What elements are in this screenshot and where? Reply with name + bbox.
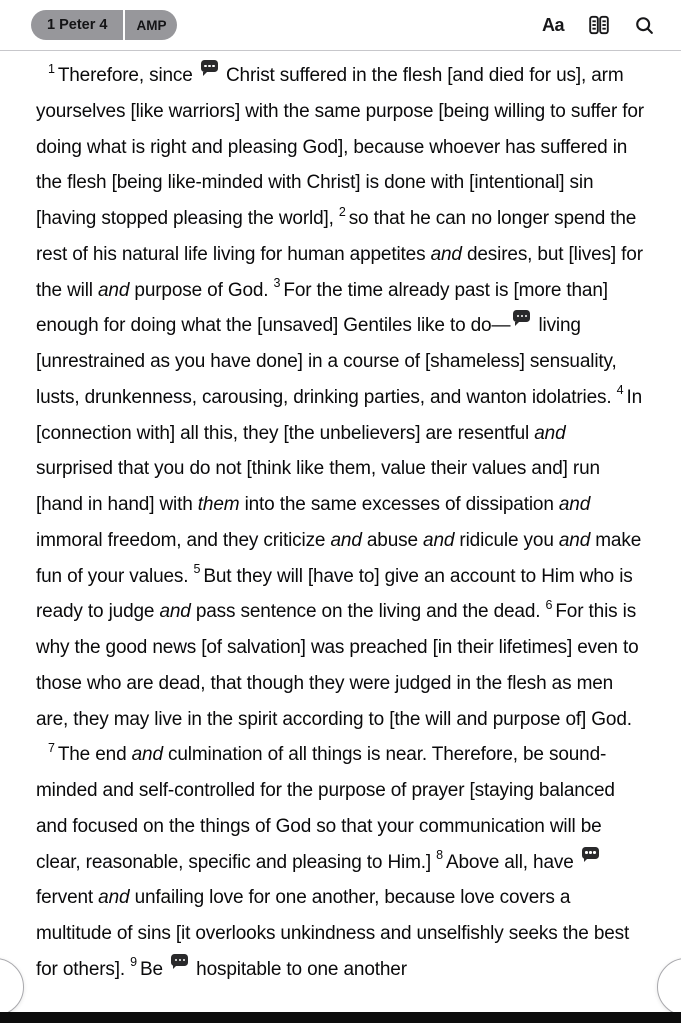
reference-pill[interactable] <box>31 10 177 40</box>
footnote-icon[interactable] <box>582 847 599 859</box>
verse-number: 1 <box>48 61 55 76</box>
verse-number: 5 <box>193 562 201 577</box>
scripture-paragraph[interactable]: $^7$ The end and culmination of all things is near. Therefore, be sound-minded and self-controlled for the purpose of prayer [staying balanced and focused on the things of God so that your communication will be clear, reasonable, specific and pleasing to Him.] $^8$ Above all, have fervent and unfailing love for one another, because love covers a multitude of sins [it overlooks unkindness and unselfishly seeks the best for others]. $^9$ Be hospitable to one another <box>36 740 630 980</box>
verse-number: 8 <box>436 848 443 863</box>
reader-header <box>0 0 681 51</box>
scripture-text <box>36 52 645 988</box>
header-actions <box>542 13 655 37</box>
footnote-icon[interactable] <box>171 954 188 966</box>
search-icon[interactable] <box>634 15 655 36</box>
footnote-icon[interactable] <box>513 310 530 322</box>
bottom-bar <box>0 1012 681 1023</box>
font-settings-button[interactable]: Aa <box>541 14 564 35</box>
translation-button[interactable]: AMP <box>123 10 177 40</box>
book-chapter-button[interactable]: 1 Peter 4 <box>47 17 108 33</box>
verse-number: 9 <box>130 955 137 970</box>
verse-number: 6 <box>545 597 553 612</box>
parallel-reading-icon[interactable] <box>587 13 611 37</box>
next-chapter-button[interactable] <box>657 958 681 1016</box>
verse-number: 7 <box>48 740 55 755</box>
verse-number: 3 <box>273 276 281 291</box>
verse-number: 4 <box>616 383 624 398</box>
verse-number: 2 <box>338 204 346 219</box>
footnote-icon[interactable] <box>201 60 218 72</box>
scripture-paragraph[interactable]: $^1$ Therefore, since Christ suffered in the flesh [and died for us], arm yourselves [like warriors] with the same purpose [being willing to suffer for doing what is right and pleasing God], because whoever has suffered in the flesh [being like-minded with Christ] is done with [intentional] sin [having stopped pleasing the world], $^2$ so that he can no longer spend the rest of his natural life living for human appetites and desires, but [lives] for the will and purpose of God. $^3$ For the time already past is [more than] enough for doing what the [unsaved] Gentiles like to do— living [unrestrained as you have done] in a course of [shameless] sensuality, lusts, drunkenness, carousing, drinking parties, and wanton idolatries. $^4$ In [connection with] all this, they [the unbelievers] are resentful and surprised that you do not [think like them, value their values and] run [hand in hand] with them into the same excesses of dissipation and immoral freedom, and they criticize and abuse and ridicule you and make fun of your values. $^5$ But they will [have to] give an account to Him who is ready to judge and pass sentence on the living and the dead. $^6$ For this is why the good news [of salvation] was preached [in their lifetimes] even to those who are dead, that though they were judged in the flesh as men are, they may live in the spirit according to [the will and purpose of] God. <box>36 61 644 730</box>
previous-chapter-button[interactable] <box>0 958 24 1016</box>
